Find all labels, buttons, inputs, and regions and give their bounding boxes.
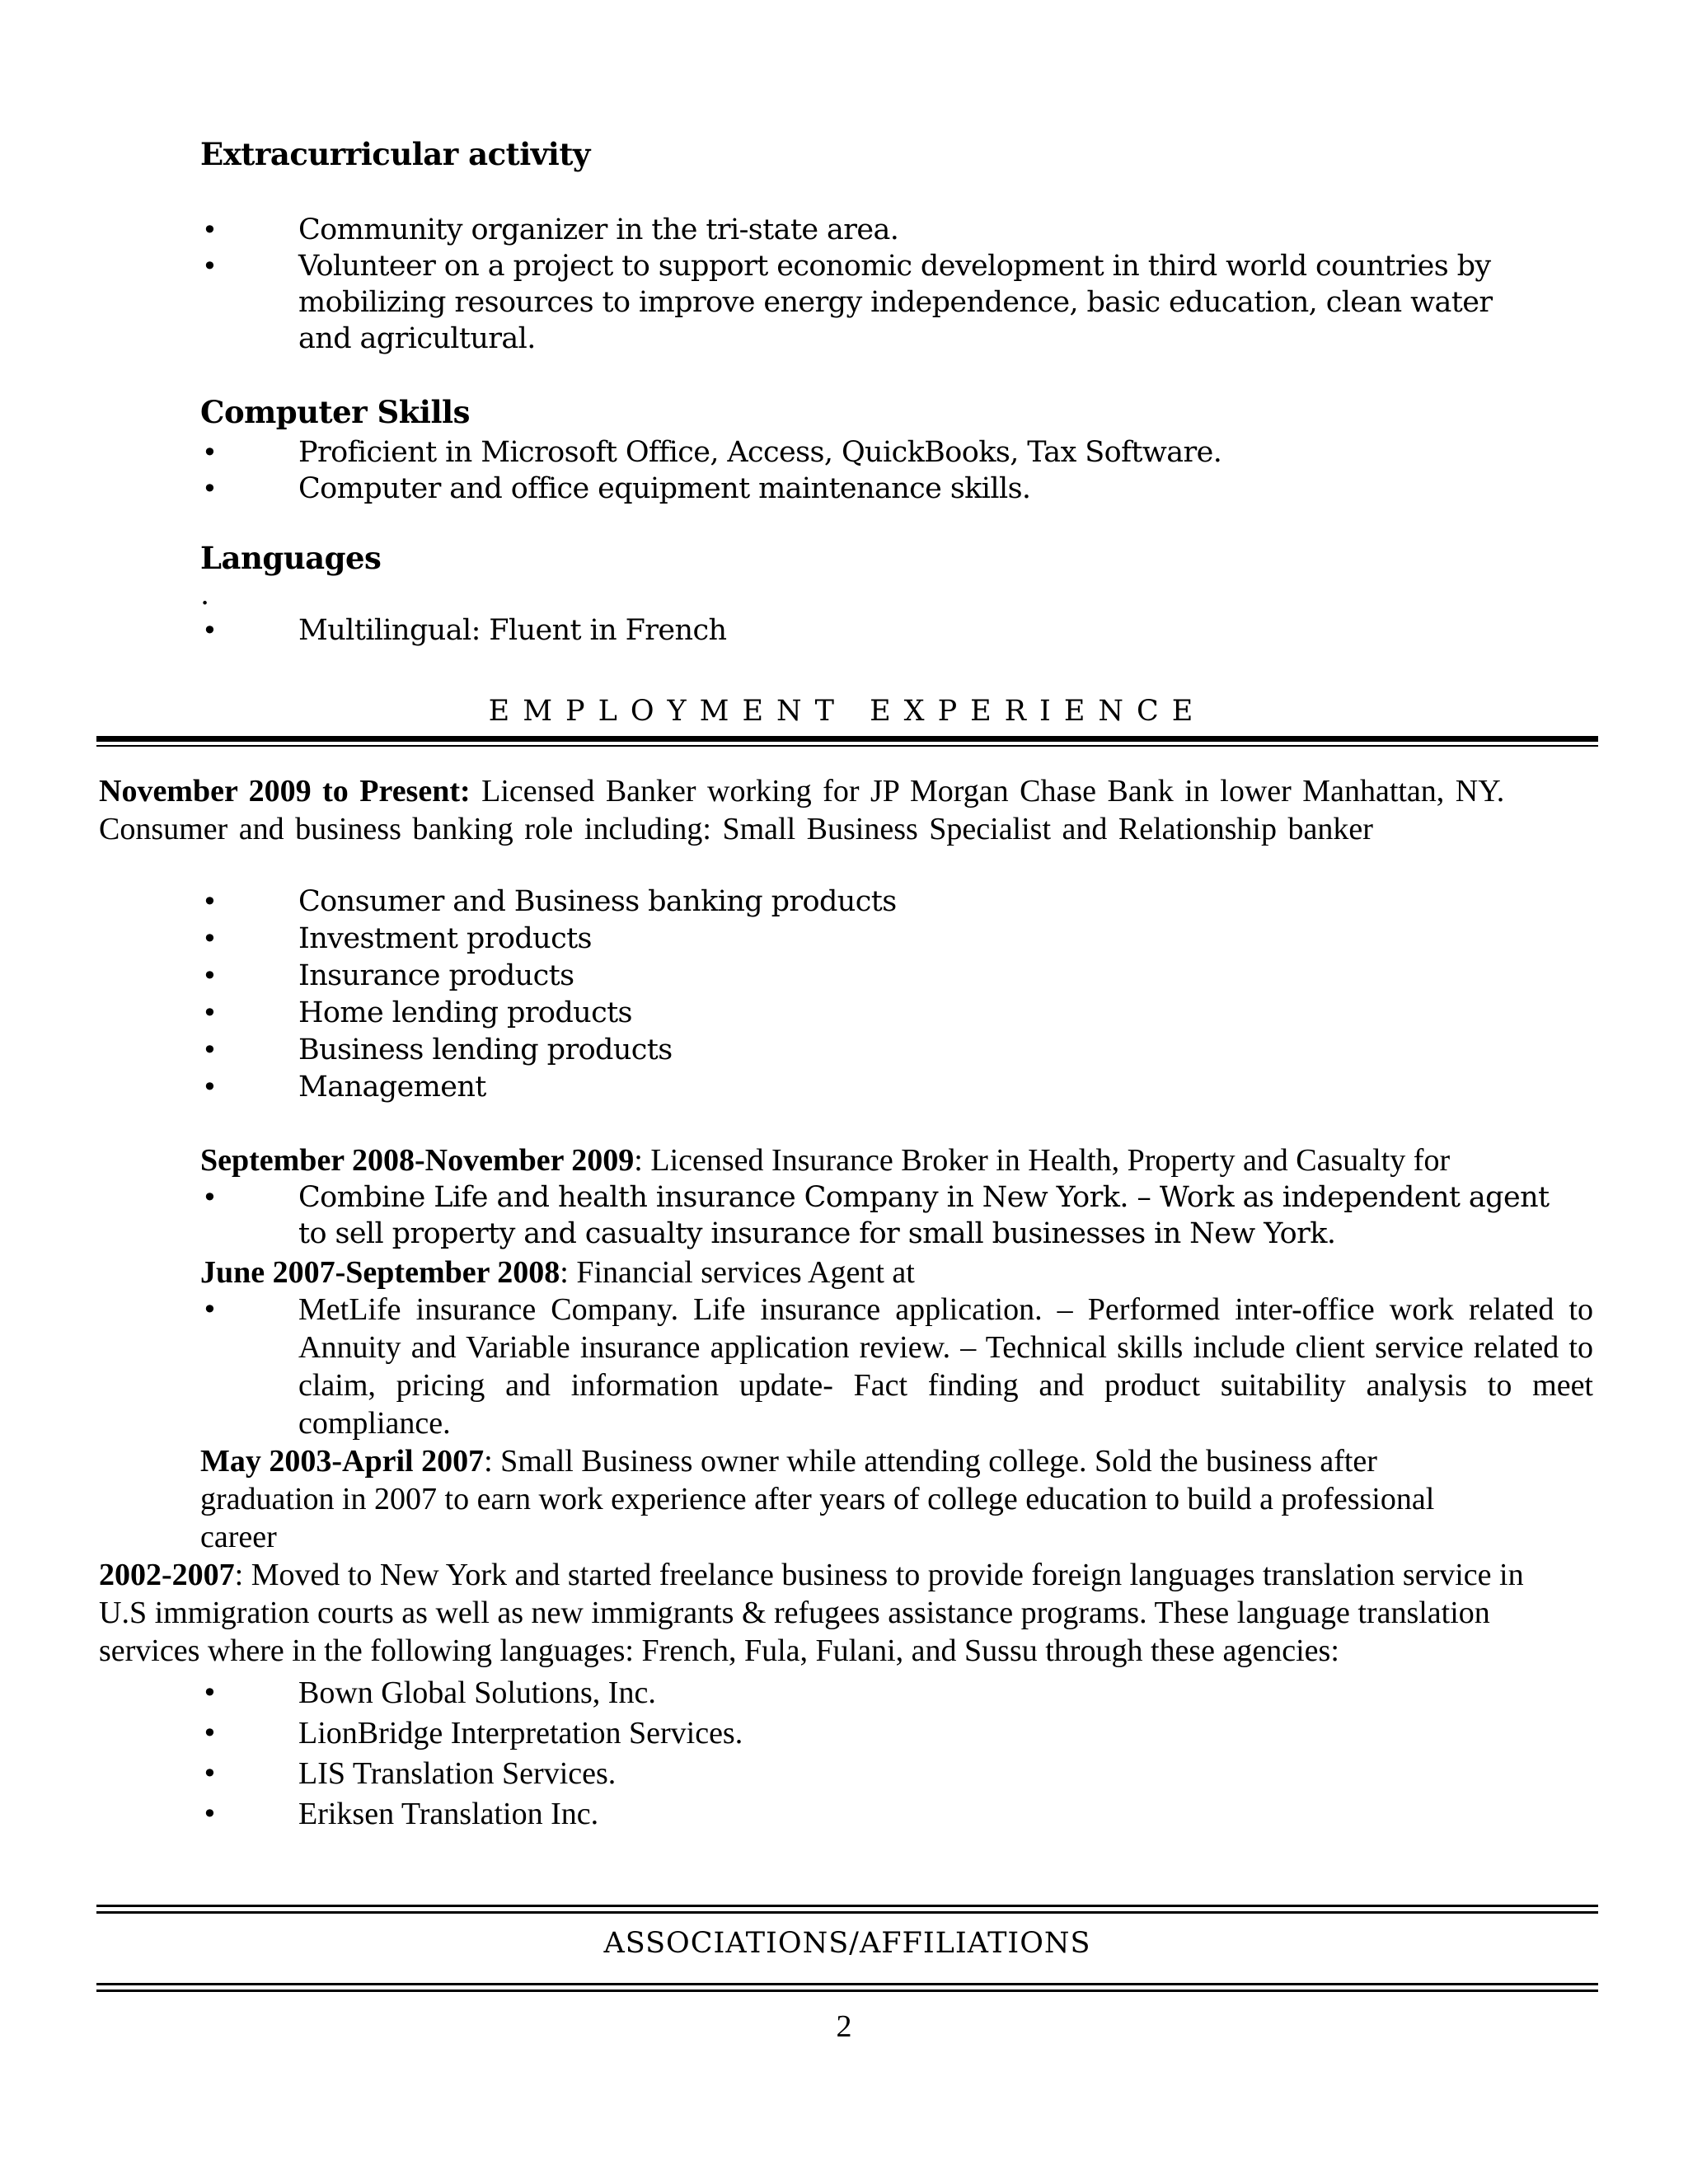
extracurricular-list: [200, 212, 1552, 357]
list-item: • MetLife insurance Company. Life insurance application. – Performed inter-office work related to Annuity and Variable insurance application review. – Technical skills include client service related to claim, pricing and information update- Fact finding and product suitability analysis to meet compliance.: [200, 1291, 1593, 1442]
list-item: • Combine Life and health insurance Company in New York. – Work as independent agent to sell property and casualty insurance for small businesses in New York.: [200, 1179, 1568, 1252]
job1-entry: [99, 772, 1582, 810]
job3-list: [200, 1291, 1593, 1442]
job3-entry: [200, 1254, 1601, 1291]
heading-rule: [96, 736, 1598, 742]
list-item: • Eriksen Translation Inc.: [200, 1794, 1552, 1835]
list-item: • Community organizer in the tri-state area.: [200, 212, 1552, 248]
job2-entry: [200, 1141, 1601, 1179]
associations-rule-top-2: [96, 1911, 1598, 1914]
list-item: • Volunteer on a project to support economic development in third world countries by mobilizing resources to improve energy independence, basic education, clean water and agricultural.: [200, 248, 1552, 357]
job3-date: June 2007-September 2008: [200, 1255, 560, 1290]
list-item: • Business lending products: [200, 1032, 1552, 1069]
list-item: • Multilingual: Fluent in French: [200, 612, 1552, 649]
job1-list: [200, 883, 1552, 1106]
job1-date: November 2009 to Present:: [99, 774, 471, 808]
extracurricular-heading: Extracurricular activity: [200, 136, 590, 172]
list-item: • Consumer and Business banking products: [200, 883, 1552, 921]
languages-list: [200, 612, 1552, 649]
list-item: • LionBridge Interpretation Services.: [200, 1713, 1552, 1754]
list-item: • Proficient in Microsoft Office, Access, QuickBooks, Tax Software.: [200, 434, 1552, 471]
associations-heading: ASSOCIATIONS/AFFILIATIONS: [603, 1927, 1091, 1960]
job5-text: : Moved to New York and started freelance business to provide foreign languages translation service in U.S immigration courts as well as new immigrants & refugees assistance programs. These language translation services where in the following languages: French, Fula, Fulani, and Sussu through these agencies:: [99, 1558, 1524, 1668]
job4-text: : Small Business owner while attending college. Sold the business after graduation in 2007 to earn work experience after years of college education to build a professional career: [200, 1444, 1435, 1554]
list-item: • Insurance products: [200, 958, 1552, 995]
list-item: • Management: [200, 1069, 1552, 1106]
job2-list: [200, 1179, 1568, 1252]
list-item: • Home lending products: [200, 995, 1552, 1032]
computer-skills-list: [200, 434, 1552, 507]
list-item: • Investment products: [200, 921, 1552, 958]
job3-text: : Financial services Agent at: [560, 1255, 915, 1290]
associations-rule-bottom-2: [96, 1990, 1598, 1992]
job4-date: May 2003-April 2007: [200, 1444, 485, 1479]
employment-heading: EMPLOYMENT EXPERIENCE: [488, 695, 1207, 728]
job5-date: 2002-2007: [99, 1558, 235, 1592]
heading-rule-thin: [96, 745, 1598, 747]
job5-entry: [99, 1556, 1578, 1670]
job2-text: : Licensed Insurance Broker in Health, Property and Casualty for: [634, 1143, 1451, 1178]
page-number: 2: [836, 2009, 852, 2044]
job1-line2: Consumer and business banking role including: Small Business Specialist and Relationship banker: [99, 812, 1373, 846]
job4-entry: [200, 1442, 1503, 1556]
computer-skills-heading: Computer Skills: [200, 394, 470, 430]
languages-dot: .: [200, 579, 209, 612]
associations-rule-top: [96, 1905, 1598, 1907]
job2-date: September 2008-November 2009: [200, 1143, 635, 1178]
associations-rule-bottom: [96, 1983, 1598, 1985]
list-item: • LIS Translation Services.: [200, 1754, 1552, 1794]
job5-list: [200, 1673, 1552, 1835]
list-item: • Bown Global Solutions, Inc.: [200, 1673, 1552, 1713]
list-item: • Computer and office equipment maintenance skills.: [200, 471, 1552, 507]
languages-heading: Languages: [200, 540, 382, 576]
job1-line1: Licensed Banker working for JP Morgan Chase Bank in lower Manhattan, NY.: [470, 774, 1505, 808]
